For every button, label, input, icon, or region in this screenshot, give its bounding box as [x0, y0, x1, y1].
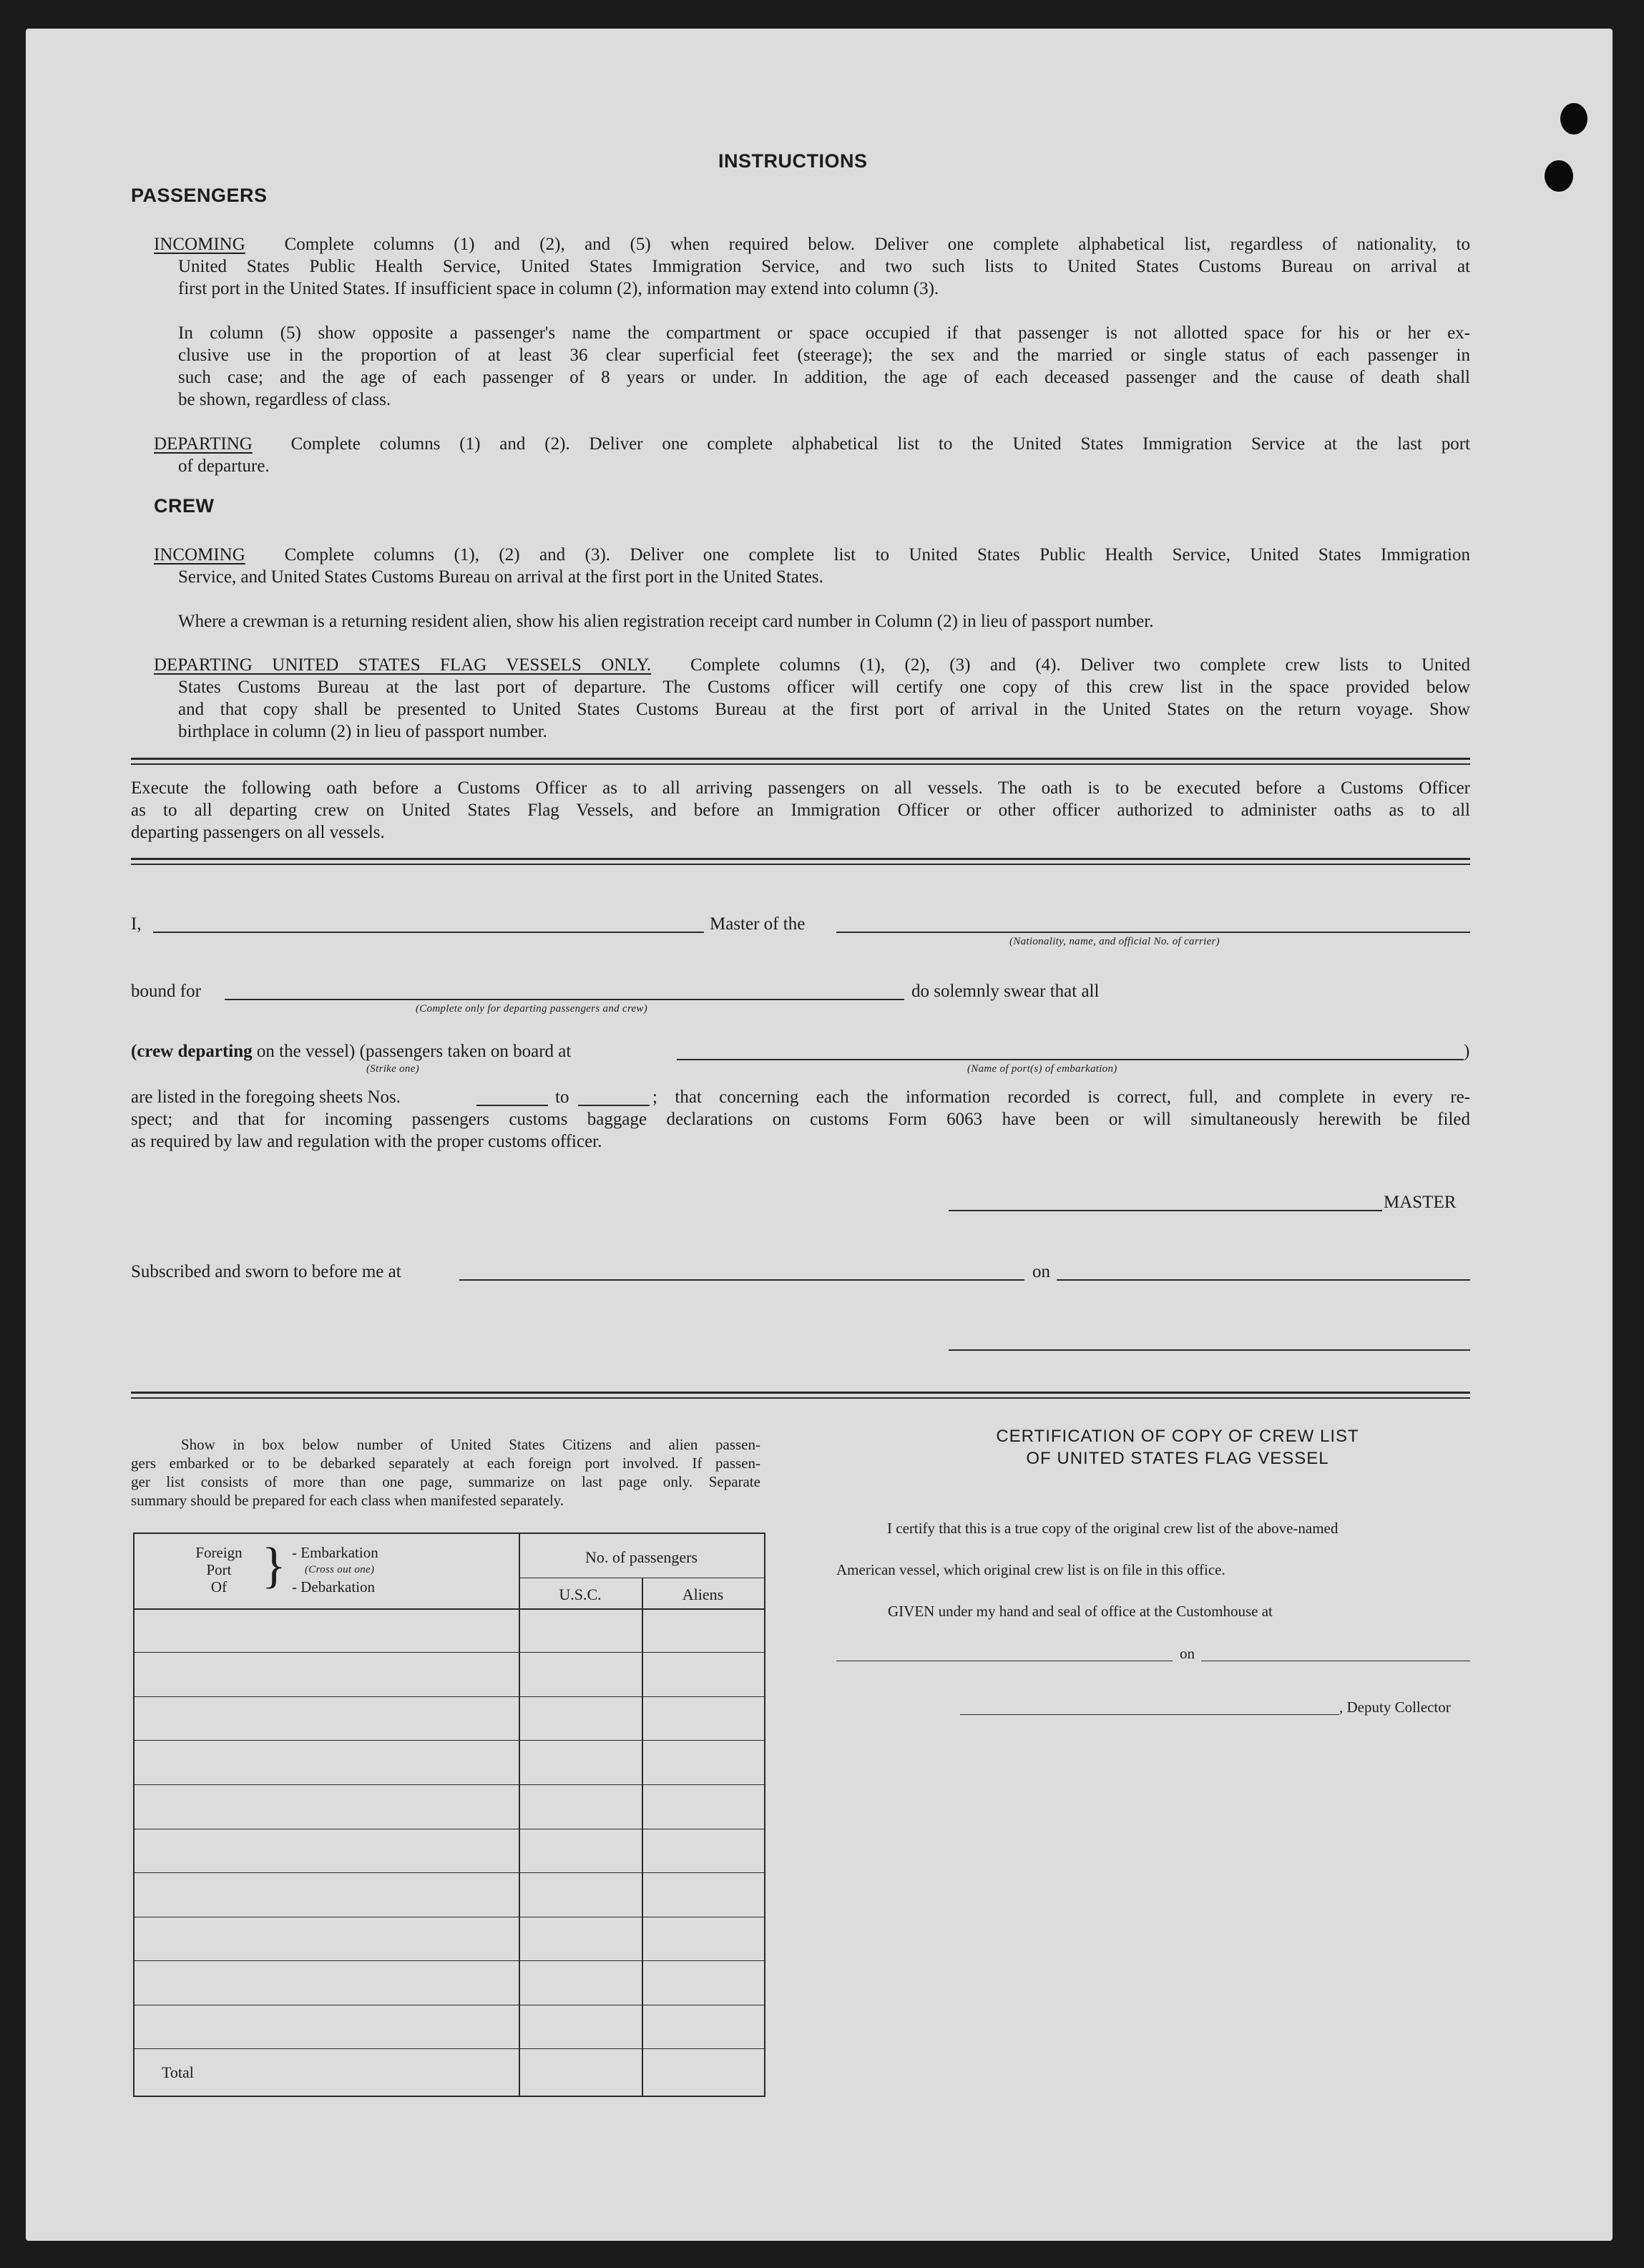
crew-incoming-paragraph: [154, 544, 1470, 566]
column5-line: In column (5) show opposite a passenger's name the compartment or space occupied if that passenger is not allotted space for his or her ex-: [178, 323, 1470, 343]
crew-incoming-line2: Service, and United States Customs Bureau on arrival at the first port in the United States.: [178, 567, 823, 587]
foreign-label: Foreign: [195, 1544, 243, 1561]
ink-blot: [1560, 103, 1587, 135]
brace-icon: }: [262, 1538, 286, 1593]
table-divider: [133, 1608, 764, 1610]
ports-note: (Name of port(s) of embarkation): [967, 1063, 1117, 1075]
instructions-title: INSTRUCTIONS: [718, 150, 868, 172]
oath-intro-line: departing passengers on all vessels.: [131, 823, 385, 842]
on-vessel-label: on the vessel): [256, 1042, 356, 1061]
passengers-heading: PASSENGERS: [131, 185, 268, 206]
divider: [131, 858, 1470, 865]
master-name-field[interactable]: [153, 932, 704, 933]
deputy-collector-signature-field[interactable]: [960, 1714, 1339, 1715]
oath-i-label: I,: [131, 914, 142, 934]
sworn-date-field[interactable]: [1057, 1279, 1470, 1281]
given-label: GIVEN under my hand and seal of office at the Customhouse at: [888, 1603, 1273, 1620]
no-of-passengers-header: No. of passengers: [584, 1548, 698, 1566]
sheets-label: are listed in the foregoing sheets Nos.: [131, 1087, 401, 1107]
subscribed-label: Subscribed and sworn to before me at: [131, 1262, 401, 1281]
departing-flag-paragraph: [154, 654, 1470, 676]
deputy-collector-label: , Deputy Collector: [1339, 1698, 1451, 1716]
table-divider: [642, 1578, 643, 2096]
table-row: [133, 1784, 764, 1785]
certify-line2: American vessel, which original crew list is on file in this office.: [836, 1561, 1225, 1578]
embark-debark-label: [292, 1544, 378, 1595]
departing-flag-label: DEPARTING UNITED STATES FLAG VESSELS ONLY.: [154, 655, 652, 675]
embarkation-label: - Embarkation: [292, 1544, 378, 1561]
certify-line1: I certify that this is a true copy of the original crew list of the above-named: [887, 1520, 1339, 1537]
table-row: [133, 1960, 764, 1961]
table-divider: [519, 1533, 520, 2096]
crew-passenger-line: [131, 1040, 571, 1062]
divider: [131, 1392, 1470, 1399]
table-row: [133, 1652, 764, 1653]
departing-flag-text: Complete columns (1), (2), (3) and (4). Deliver two complete crew lists to United: [690, 655, 1470, 675]
close-paren: ): [1464, 1042, 1470, 1061]
sheet-from-field[interactable]: [476, 1105, 548, 1106]
divider: [131, 758, 1470, 765]
summary-line: summary should be prepared for each class when manifested separately.: [131, 1492, 564, 1509]
of-label: Of: [210, 1578, 227, 1595]
crew-incoming-text: Complete columns (1), (2) and (3). Deliver one complete list to United States Public Health Service, United States Immigration: [284, 545, 1471, 564]
debarkation-label: - Debarkation: [292, 1578, 376, 1595]
cross-out-note: (Cross out one): [305, 1564, 375, 1575]
departing-flag-line: and that copy shall be presented to United States Customs Bureau at the first port of arrival in the United States on the return voyage. Show: [178, 700, 1470, 719]
crew-departing-label: (crew departing: [131, 1042, 253, 1061]
certification-title-line1: CERTIFICATION OF COPY OF CREW LIST: [996, 1427, 1359, 1446]
crewman-note: Where a crewman is a returning resident alien, show his alien registration receipt card number in Column (2) in lieu of passport number.: [178, 612, 1154, 631]
summary-line: Show in box below number of United States Citizens and alien passen-: [181, 1436, 760, 1453]
departing-paragraph: [154, 433, 1470, 455]
table-row: [133, 2048, 764, 2049]
total-label: Total: [162, 2063, 194, 2081]
departing-text: Complete columns (1) and (2). Deliver one complete alphabetical list to the United States Immigration Service at the last port: [290, 434, 1471, 454]
column5-line: clusive use in the proportion of at least 36 clear superficial feet (steerage); the sex and the married or single status of each passenger in: [178, 346, 1470, 365]
table-row: [133, 1740, 764, 1741]
crew-incoming-label: INCOMING: [154, 545, 245, 564]
carrier-note: (Nationality, name, and official No. of carrier): [1009, 936, 1220, 947]
passenger-summary-table: [133, 1533, 765, 2097]
form-page: [26, 29, 1613, 2241]
bound-note: (Complete only for departing passengers and crew): [416, 1003, 648, 1015]
destination-field[interactable]: [225, 999, 904, 1000]
embarkation-port-field[interactable]: [677, 1059, 1464, 1060]
swear-label: do solemnly swear that all: [911, 982, 1100, 1001]
sworn-on-label: on: [1032, 1262, 1050, 1281]
aliens-header: Aliens: [682, 1585, 724, 1603]
master-signature-field[interactable]: [949, 1210, 1382, 1211]
sheets-continuation: ; that concerning each the information recorded is correct, full, and complete in every re-: [652, 1087, 1470, 1107]
officer-signature-field[interactable]: [949, 1349, 1470, 1351]
oath-line2: spect; and that for incoming passengers customs baggage declarations on customs Form 6063 have been or will simultaneously herewith be filed: [131, 1110, 1470, 1129]
strike-one-note: (Strike one): [366, 1063, 419, 1075]
oath-intro-line: Execute the following oath before a Customs Officer as to all arriving passengers on all vessels. The oath is to be executed before a Customs Officer: [131, 778, 1470, 798]
incoming-line: United States Public Health Service, United States Immigration Service, and two such lists to United States Customs Bureau on arrival at: [178, 257, 1470, 276]
incoming-line: first port in the United States. If insufficient space in column (2), information may extend into column (3).: [178, 279, 939, 298]
oath-line3: as required by law and regulation with the proper customs officer.: [131, 1132, 602, 1151]
oath-intro-line: as to all departing crew on United States Flag Vessels, and before an Immigration Officer or other officer authorized to administer oaths as to all: [131, 801, 1470, 820]
master-of-label: Master of the: [710, 914, 806, 934]
sworn-place-field[interactable]: [459, 1279, 1024, 1281]
carrier-field[interactable]: [836, 932, 1470, 933]
departing-label: DEPARTING: [154, 434, 253, 454]
summary-instructions: [131, 1435, 760, 1510]
summary-line: gers embarked or to be debarked separately at each foreign port involved. If passen-: [131, 1455, 760, 1472]
departing-line2: of departure.: [178, 456, 270, 476]
bound-for-label: bound for: [131, 982, 201, 1001]
passengers-incoming-paragraph: [154, 233, 1470, 255]
crew-heading: CREW: [154, 495, 215, 517]
incoming-text: Complete columns (1) and (2), and (5) when required below. Deliver one complete alphabetical list, regardless of nationality, to: [284, 235, 1470, 254]
table-row: [133, 1696, 764, 1697]
usc-header: U.S.C.: [559, 1585, 602, 1603]
departing-flag-line: birthplace in column (2) in lieu of passport number.: [178, 722, 547, 741]
incoming-label: INCOMING: [154, 235, 245, 254]
certification-title: [906, 1425, 1449, 1470]
master-label: MASTER: [1384, 1193, 1457, 1212]
summary-line: ger list consists of more than one page, summarize on last page only. Separate: [131, 1473, 760, 1490]
departing-flag-line: States Customs Bureau at the last port of departure. The Customs officer will certify one copy of this crew list in the space provided below: [178, 678, 1470, 697]
certification-title-line2: OF UNITED STATES FLAG VESSEL: [1026, 1449, 1329, 1468]
ink-blot: [1545, 160, 1573, 192]
sheets-to-label: to: [555, 1087, 569, 1107]
column5-line: such case; and the age of each passenger of 8 years or under. In addition, the age of each deceased passenger and the cause of death shall: [178, 368, 1470, 387]
column5-line: be shown, regardless of class.: [178, 390, 391, 409]
cert-on-label: on: [1180, 1645, 1195, 1662]
foreign-port-label: [176, 1544, 262, 1595]
port-label: Port: [206, 1561, 232, 1578]
table-row: [133, 1872, 764, 1873]
sheet-to-field[interactable]: [578, 1105, 650, 1106]
passengers-taken-label: (passengers taken on board at: [359, 1042, 572, 1061]
